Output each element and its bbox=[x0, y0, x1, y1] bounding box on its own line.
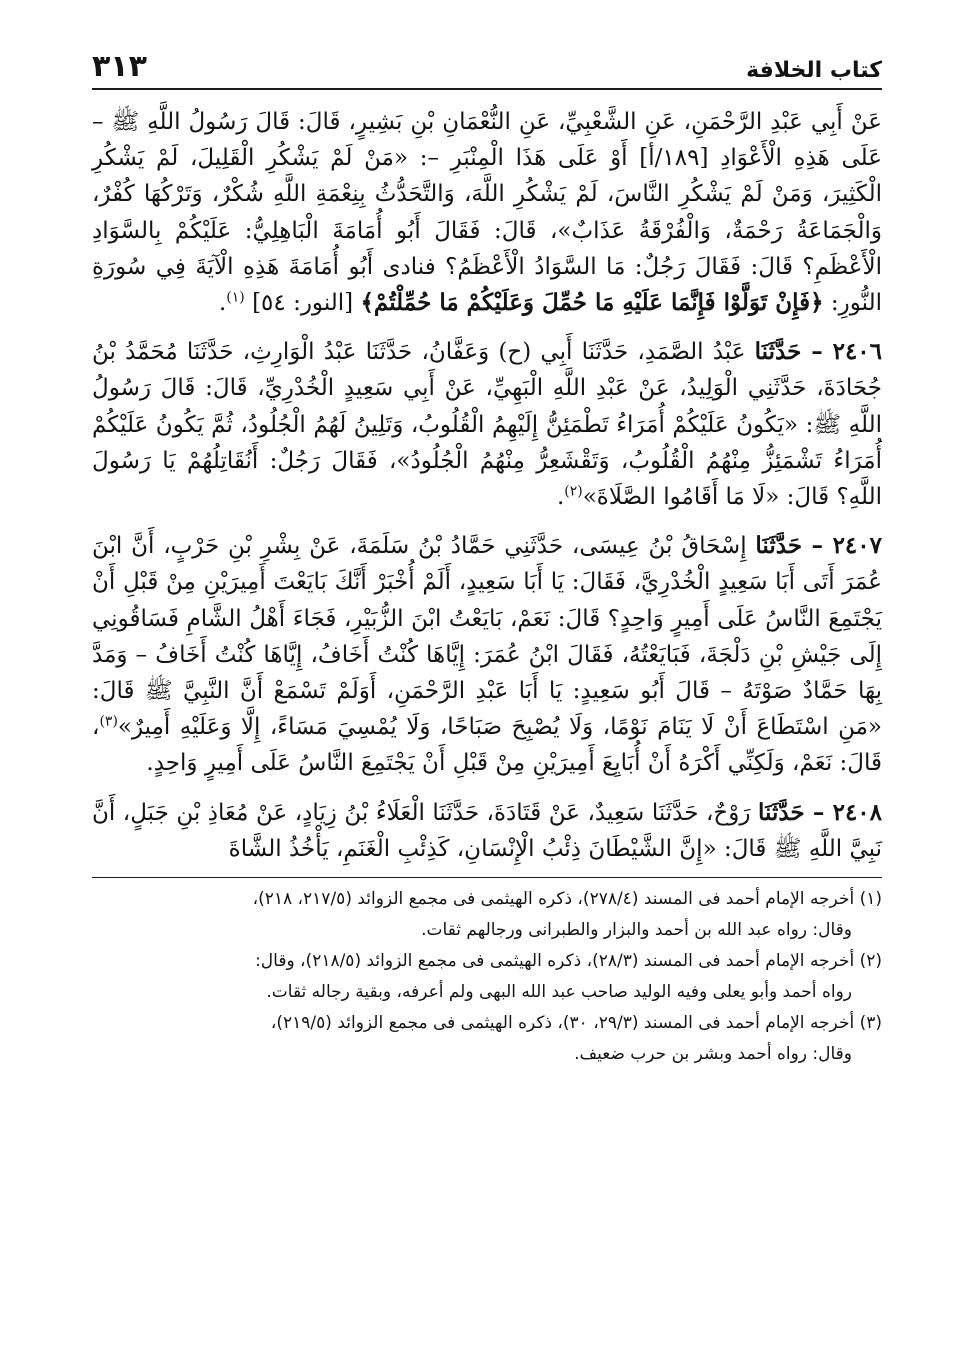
haddathana: حَدَّثَنَا bbox=[755, 532, 803, 560]
paragraph-end: . bbox=[556, 484, 565, 511]
footnote-text: (١) أخرجه الإمام أحمد فى المسند (٢٧٨/٤)، ذكره الهيثمى فى مجمع الزوائد (٢١٧/٥، ٢١٨)، bbox=[252, 889, 882, 910]
footnote-continuation: رواه أحمد وأبو يعلى وفيه الوليد صاحب عبد الله البهى ولم أعرفه، وبقية رجاله ثقات. bbox=[266, 982, 852, 1003]
hadith-number: ٢٤٠٦ bbox=[832, 338, 883, 366]
hadith-text: عَبْدُ الصَّمَدِ، حَدَّثَنَا أَبِي (ح) وَعَفَّانُ، حَدَّثَنَا عَبْدُ الْوَارِثِ، حَدَّثَنَا مُحَمَّدُ بْنُ جُحَادَةَ، حَدَّثَنِي الْوَلِيدُ، عَنْ عَبْدِ اللَّهِ الْبَهِيِّ، عَنْ أَبِي سَعِيدٍ الْخُدْرِيِّ، قَالَ: قَالَ رَسُولُ اللَّهِ ﷺ: «يَكُونُ عَلَيْكُمْ أُمَرَاءُ تَطْمَئِنُّ إِلَيْهِمُ الْقُلُوبُ، وَتَلِينُ لَهُمُ الْجُلُودُ، ثُمَّ يَكُونُ عَلَيْكُمْ أُمَرَاءُ تَشْمَئِزُّ مِنْهُمُ الْقُلُوبُ، وَتَقْشَعِرُّ مِنْهُمُ الْجُلُودُ»، فَقَالَ رَجُلٌ: أَنُقَاتِلُهُمْ يَا رَسُولَ اللَّهِ؟ قَالَ: «لَا مَا أَقَامُوا الصَّلَاةَ» bbox=[92, 339, 882, 511]
hadith-paragraph bbox=[92, 104, 882, 321]
haddathana: حَدَّثَنَا bbox=[754, 338, 802, 366]
footnote-continuation: وقال: رواه أحمد وبشر بن حرب ضعيف. bbox=[574, 1044, 852, 1065]
book-page bbox=[92, 38, 882, 1338]
footnote bbox=[92, 1008, 882, 1070]
footnote-text: (٣) أخرجه الإمام أحمد فى المسند (٢٩/٣، ٣٠)، ذكره الهيثمى فى مجمع الزوائد (٢١٩/٥)، bbox=[270, 1013, 882, 1034]
footnote-text: (٢) أخرجه الإمام أحمد فى المسند (٢٨/٣)، ذكره الهيثمى فى مجمع الزوائد (٢١٨/٥)، وقال: bbox=[255, 951, 882, 972]
hadith-paragraph bbox=[92, 334, 882, 515]
hadith-text: إِسْحَاقُ بْنُ عِيسَى، حَدَّثَنِي حَمَّادُ بْنُ سَلَمَةَ، عَنْ بِشْرِ بْنِ حَرْبٍ، أَنَّ ابْنَ عُمَرَ أَتَى أَبَا سَعِيدٍ الْخُدْرِيَّ، فَقَالَ: يَا أَبَا سَعِيدٍ، أَلَمْ أُخْبَرْ أَنَّكَ بَايَعْتَ أَمِيرَيْنِ مِنْ قَبْلِ أَنْ يَجْتَمِعَ النَّاسُ عَلَى أَمِيرٍ وَاحِدٍ؟ قَالَ: نَعَمْ، بَايَعْتُ ابْنَ الزُّبَيْرِ، فَجَاءَ أَهْلُ الشَّامِ فَسَاقُونِي إِلَى جَيْشِ بْنِ دَلْجَةَ، فَبَايَعْتُهُ، فَقَالَ ابْنُ عُمَرَ: إِيَّاهَا كُنْتُ أَخَافُ، إِيَّاهَا كُنْتُ أَخَافُ – وَمَدَّ بِهَا حَمَّادٌ صَوْتَهُ – قَالَ أَبُو سَعِيدٍ: يَا أَبَا عَبْدِ الرَّحْمَنِ، أَوَلَمْ تَسْمَعْ أَنَّ النَّبِيَّ ﷺ قَالَ: «مَنِ اسْتَطَاعَ أَنْ لَا يَنَامَ نَوْمًا، وَلَا يُصْبِحَ صَبَاحًا، وَلَا يُمْسِيَ مَسَاءً، إِلَّا وَعَلَيْهِ أَمِيرٌ» bbox=[92, 533, 882, 741]
paragraph-end: . bbox=[218, 290, 227, 317]
hadith-number: ٢٤٠٧ bbox=[832, 532, 882, 560]
hadith-dash: – bbox=[801, 338, 833, 366]
footnote-ref: (٢) bbox=[564, 483, 583, 500]
quran-verse: ﴿فَإِنْ تَوَلَّوْا فَإِنَّمَا عَلَيْهِ مَا حُمِّلَ وَعَلَيْكُمْ مَا حُمِّلْتُمْ﴾ bbox=[360, 289, 824, 317]
paragraph-end: ، قَالَ: نَعَمْ، وَلَكِنِّي أَكْرَهُ أَنْ أُبَايِعَ أَمِيرَيْنِ مِنْ قَبْلِ أَنْ يَجْتَمِعَ النَّاسُ عَلَى أَمِيرٍ وَاحِدٍ. bbox=[92, 714, 882, 777]
running-header bbox=[92, 38, 882, 90]
hadith-paragraph bbox=[92, 795, 882, 867]
footnote-ref: (١) bbox=[226, 289, 245, 306]
main-text bbox=[92, 104, 882, 867]
verse-citation: [النور: ٥٤] bbox=[252, 290, 354, 317]
footnotes bbox=[92, 877, 882, 1070]
footnote-ref: (٣) bbox=[99, 713, 118, 730]
hadith-text: عَنْ أَبِي عَبْدِ الرَّحْمَنِ، عَنِ الشَّعْبِيِّ، عَنِ النُّعْمَانِ بْنِ بَشِيرٍ، قَالَ: قَالَ رَسُولُ اللَّهِ ﷺ – عَلَى هَذِهِ الْأَعْوَادِ [١٨٩/أ] أَوْ عَلَى هَذَا الْمِنْبَرِ –: «مَنْ لَمْ يَشْكُرِ الْقَلِيلَ، لَمْ يَشْكُرِ الْكَثِيرَ، وَمَنْ لَمْ يَشْكُرِ النَّاسَ، لَمْ يَشْكُرِ اللَّهَ، وَالتَّحَدُّثُ بِنِعْمَةِ اللَّهِ شُكْرٌ، وَتَرْكُهَا كُفْرٌ، وَالْجَمَاعَةُ رَحْمَةٌ، وَالْفُرْقَةُ عَذَابٌ»، قَالَ: فَقَالَ أَبُو أُمَامَةَ الْبَاهِلِيُّ: عَلَيْكُمْ بِالسَّوَادِ الْأَعْظَمِ؟ قَالَ: فَقَالَ رَجُلٌ: مَا السَّوَادُ الْأَعْظَمُ؟ فنادى أَبُو أُمَامَةَ هَذِهِ الْآيَةَ فِي سُورَةِ النُّورِ: bbox=[92, 109, 882, 317]
hadith-text: رَوْحٌ، حَدَّثَنَا سَعِيدٌ، عَنْ قَتَادَةَ، حَدَّثَنَا الْعَلَاءُ بْنُ زِيَادٍ، عَنْ مُعَاذِ بْنِ جَبَلٍ، أَنَّ نَبِيَّ اللَّهِ ﷺ قَالَ: «إِنَّ الشَّيْطَانَ ذِئْبُ الْإِنْسَانِ، كَذِئْبِ الْغَنَمِ، يَأْخُذُ الشَّاةَ bbox=[92, 799, 882, 862]
haddathana: حَدَّثَنَا bbox=[758, 798, 805, 826]
footnote-continuation: وقال: رواه عبد الله بن أحمد والبزار والطبرانى ورجالهم ثقات. bbox=[421, 920, 852, 941]
footnote bbox=[92, 946, 882, 1008]
hadith-number: ٢٤٠٨ bbox=[832, 798, 883, 826]
hadith-dash: – bbox=[802, 532, 833, 560]
book-title: كتاب الخلافة bbox=[746, 58, 882, 83]
hadith-paragraph bbox=[92, 528, 882, 781]
hadith-dash: – bbox=[804, 798, 833, 826]
page-number: ٣١٣ bbox=[92, 49, 147, 84]
footnote bbox=[92, 884, 882, 946]
